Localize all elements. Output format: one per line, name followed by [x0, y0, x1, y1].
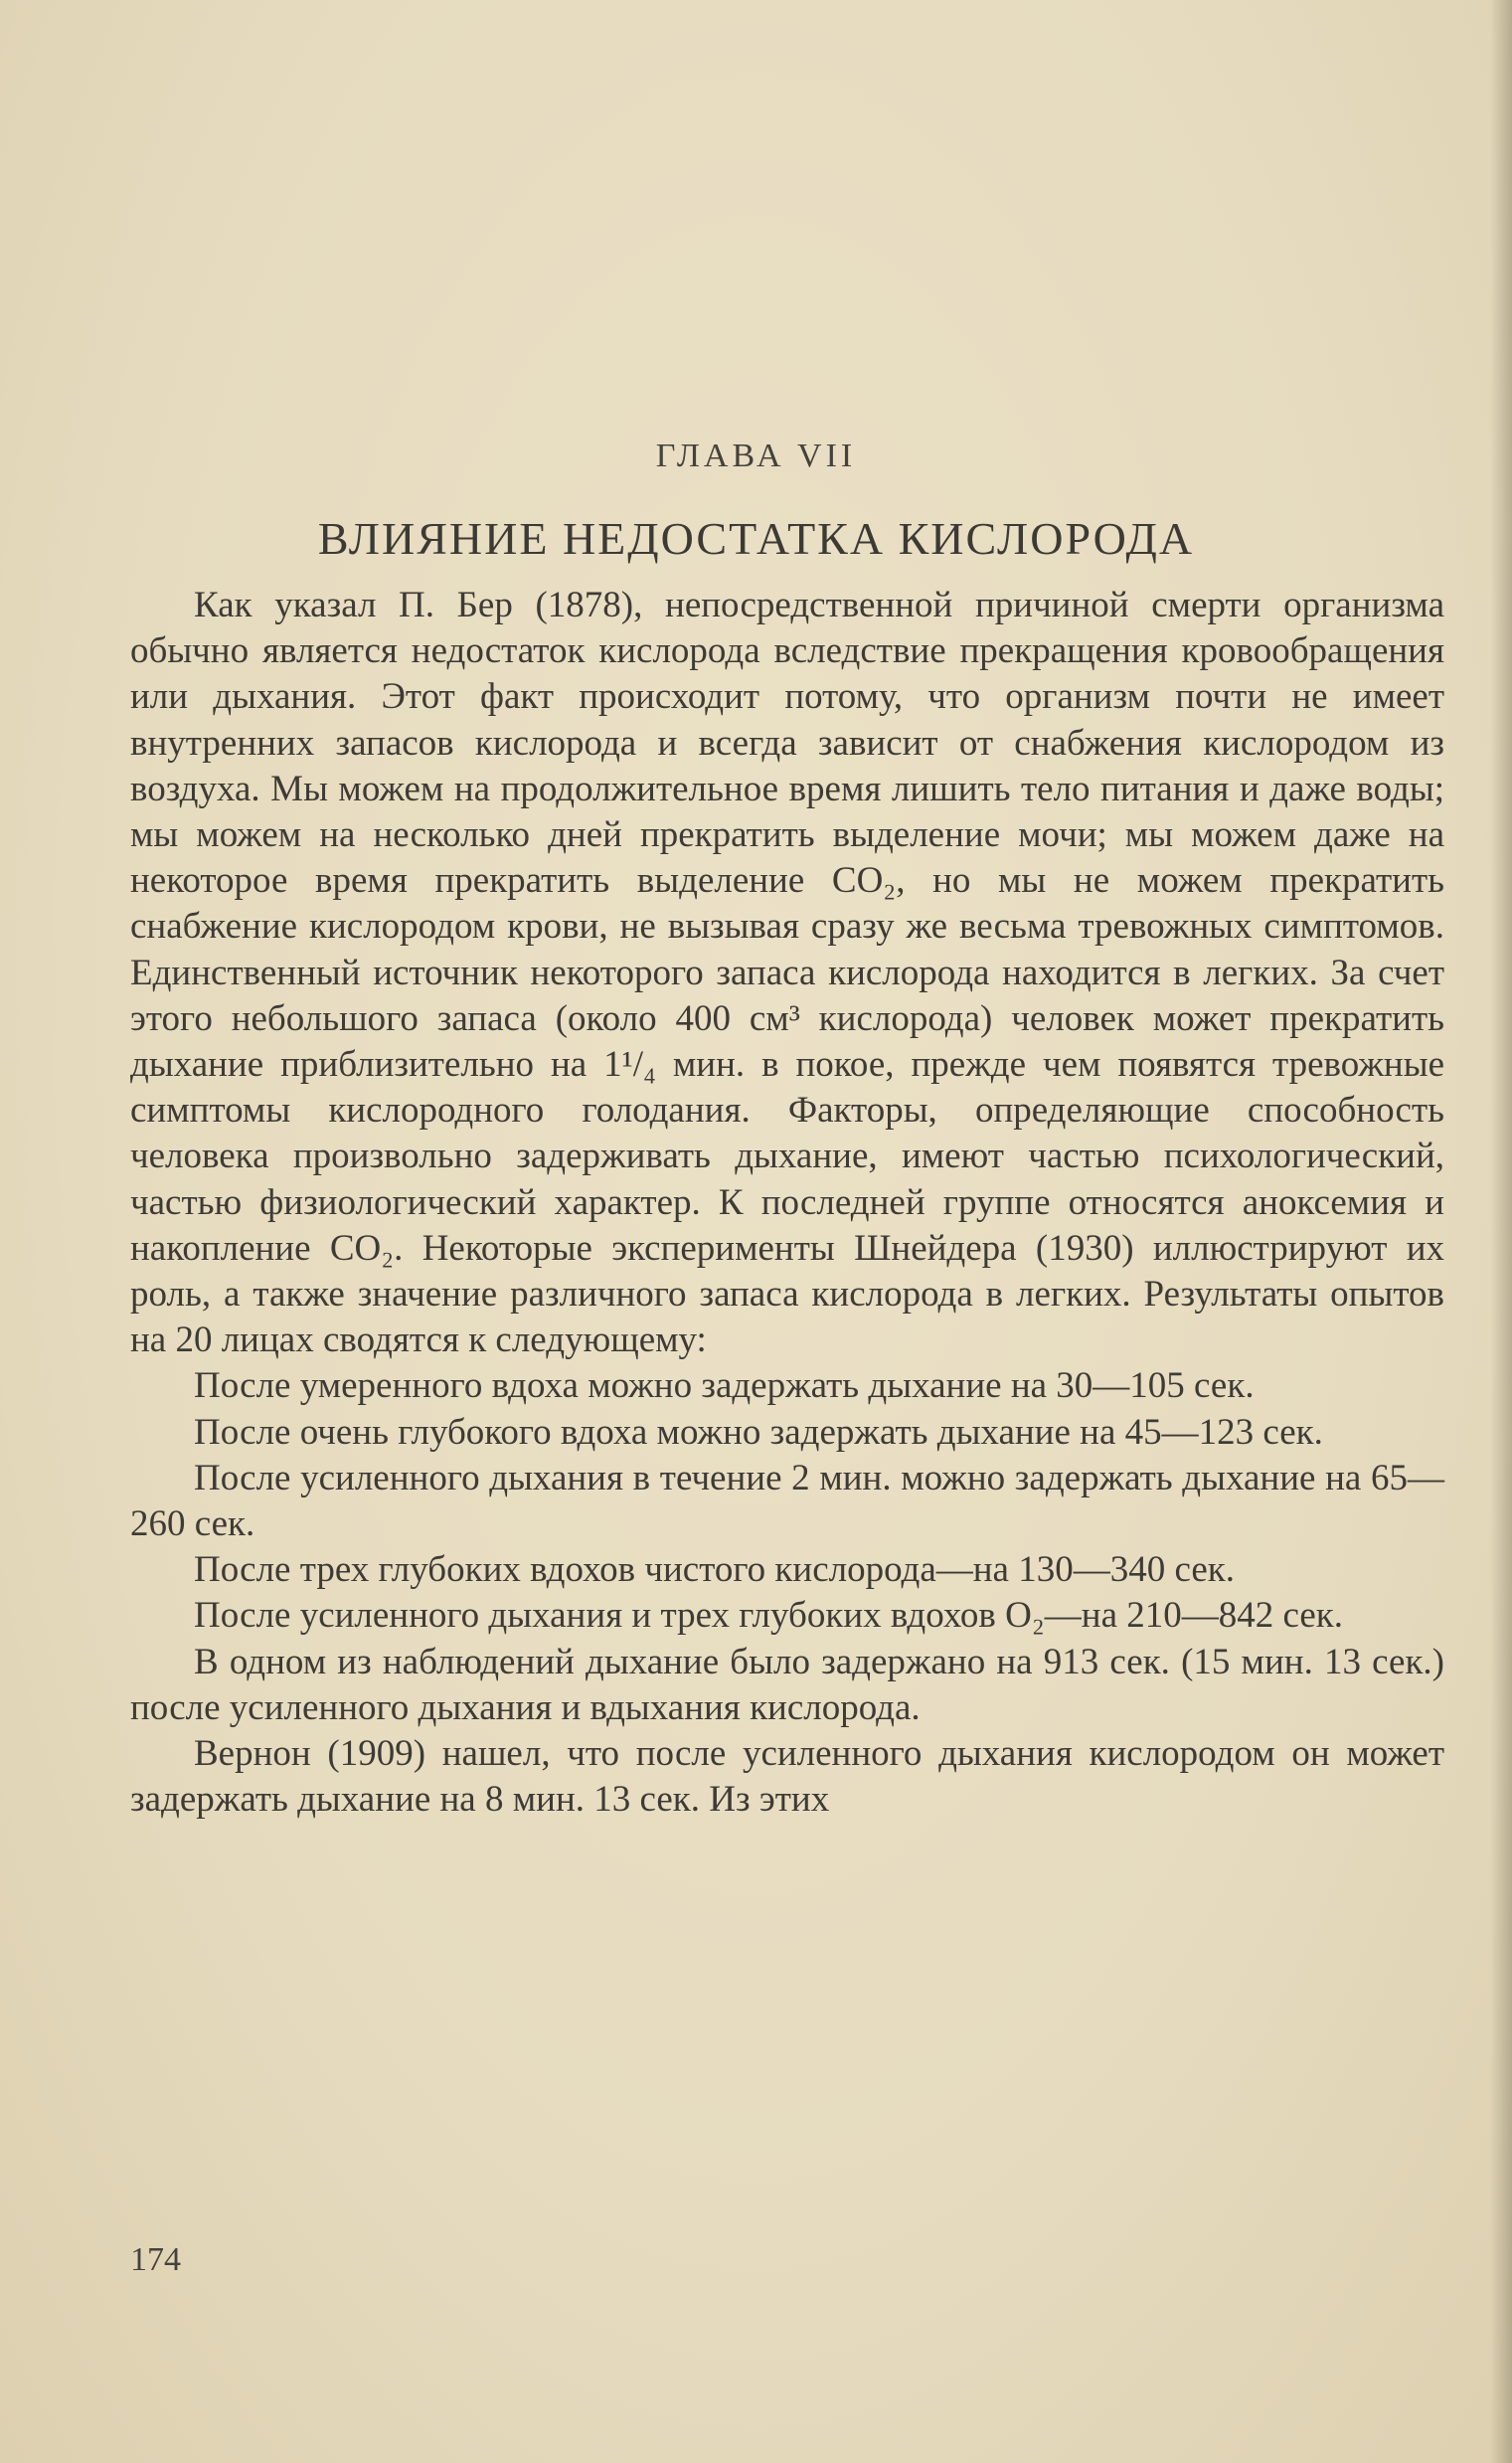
chapter-label: ГЛАВА VII: [655, 438, 857, 474]
paragraph-observation: В одном из наблюдений дыхание было задержано на 913 сек. (15 мин. 13 сек.) после усиленного дыхания и вдыхания кислорода.: [130, 1641, 1444, 1728]
paragraph-result-5: После усиленного дыхания и трех глубоких вдохов O₂—на 210—842 сек.: [194, 1595, 1344, 1637]
page-number: 174: [130, 2241, 181, 2278]
paragraph-result-1: После умеренного вдоха можно задержать дыхание на 30—105 сек.: [194, 1365, 1255, 1407]
page-edge-shadow: [1490, 0, 1512, 2463]
paragraph-result-2: После очень глубокого вдоха можно задержать дыхание на 45—123 сек.: [194, 1411, 1323, 1453]
chapter-title: ВЛИЯНИЕ НЕДОСТАТКА КИСЛОРОДА: [317, 513, 1195, 564]
paragraph-vernon: Вернон (1909) нашел, что после усиленного дыхания кислородом он может задержать дыхание на 8 мин. 13 сек. Из этих: [130, 1733, 1444, 1821]
paragraph-result-3: После усиленного дыхания в течение 2 мин. можно задержать дыхание на 65—260 сек.: [130, 1457, 1444, 1545]
paragraph-result-4: После трех глубоких вдохов чистого кислорода—на 130—340 сек.: [194, 1549, 1236, 1591]
paragraph-intro: Как указал П. Бер (1878), непосредственной причиной смерти организма обычно является недостаток кислорода вследствие прекращения кровообращения или дыхания. Этот факт происходит потому, что организм почти не имеет внутренних запасов кислорода и всегда зависит от снабжения кислородом из воздуха. Мы можем на продолжительное время лишить тело питания и даже воды; мы можем на несколько дней прекратить выделение мочи; мы можем даже на некоторое время прекратить выделение CO₂, но мы не можем прекратить снабжение кислородом крови, не вызывая сразу же весьма тревожных симптомов. Единственный источник некоторого запаса кислорода находится в легких. За счет этого небольшого запаса (около 400 см³ кислорода) человек может прекратить дыхание приблизительно на 1¹/₄ мин. в покое, прежде чем появятся тревожные симптомы кислородного голодания. Факторы, определяющие способность человека произвольно задерживать дыхание, имеют частью психологический, частью физиологический характер. К последней группе относятся аноксемия и накопление CO₂. Некоторые эксперименты Шнейдера (1930) иллюстрируют их роль, а также значение различного запаса кислорода в легких. Результаты опытов на 20 лицах сводятся к следующему:: [130, 585, 1444, 1361]
body-text: [130, 583, 1444, 1823]
